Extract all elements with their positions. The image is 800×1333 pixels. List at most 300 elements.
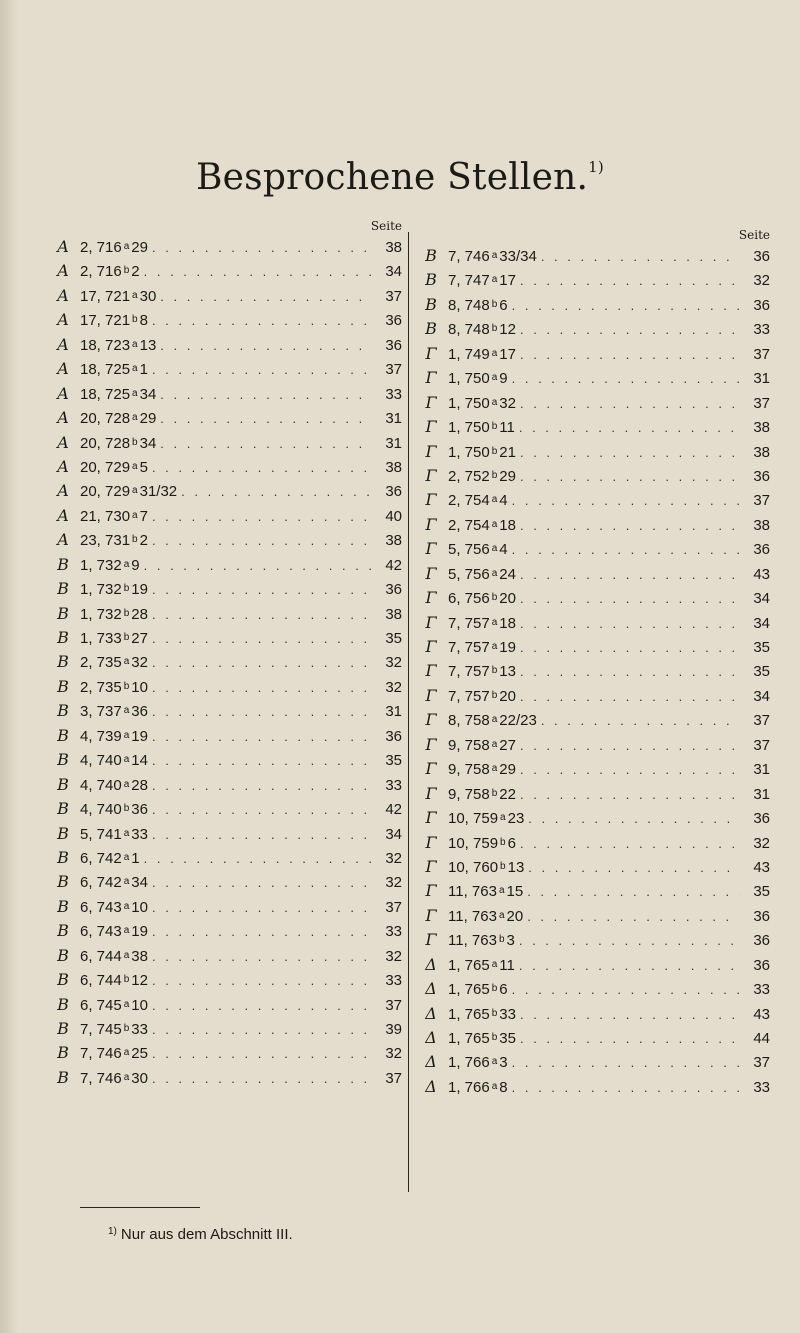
reference-number: 7, 757	[448, 639, 490, 656]
leader-dots	[520, 1007, 740, 1022]
index-entry	[420, 833, 770, 857]
book-letter: Γ	[425, 881, 437, 901]
column-side: a	[491, 274, 498, 286]
reference-number: 2, 754	[448, 492, 490, 510]
reference-number: 18, 723	[80, 336, 131, 354]
passage-reference	[74, 1070, 148, 1087]
line-number: 20	[506, 907, 524, 925]
book-letter: Γ	[425, 392, 437, 412]
column-side: a	[498, 885, 505, 897]
index-entry	[52, 359, 402, 383]
book-letter: Γ	[425, 759, 437, 779]
page-number: 31	[753, 761, 770, 779]
column-side: a	[132, 289, 138, 301]
line-number: 21	[499, 443, 516, 461]
passage-reference	[442, 346, 516, 363]
book-letter: B	[57, 994, 69, 1014]
page-number: 34	[753, 614, 770, 632]
index-entry	[420, 417, 770, 441]
reference-number: 1, 732	[80, 581, 122, 599]
column-side: a	[123, 1047, 130, 1059]
leader-dots	[541, 249, 740, 264]
index-entry	[52, 335, 402, 359]
column-side: a	[500, 812, 506, 824]
index-entry	[420, 490, 770, 514]
passage-reference	[442, 321, 516, 338]
column-side: a	[498, 909, 505, 921]
leader-dots	[152, 582, 372, 597]
book-letter: B	[57, 652, 69, 672]
page-number: 36	[753, 296, 770, 314]
index-column-right	[420, 228, 770, 1101]
passage-reference	[442, 663, 516, 680]
page-number: 38	[753, 443, 770, 461]
column-side: b	[491, 787, 498, 799]
index-entry	[420, 979, 770, 1003]
page-number: 37	[753, 712, 770, 730]
reference-number: 17, 721	[80, 287, 131, 305]
line-number: 15	[506, 883, 524, 901]
book-letter: A	[57, 261, 69, 281]
book-letter: B	[57, 1019, 69, 1038]
page-number: 38	[753, 516, 770, 534]
book-letter: Γ	[425, 856, 437, 876]
leader-dots	[160, 387, 372, 402]
index-entry	[420, 368, 770, 392]
column-side: b	[491, 421, 498, 433]
page-number: 36	[753, 932, 770, 950]
line-number: 28	[131, 776, 148, 794]
reference-number: 1, 750	[448, 443, 490, 461]
column-side: b	[123, 974, 130, 986]
page-number: 33	[385, 923, 402, 941]
book-letter: B	[425, 319, 437, 339]
left-rows	[52, 237, 402, 1092]
leader-dots	[520, 836, 740, 851]
title-footnote-mark: 1)	[588, 158, 604, 176]
book-letter: B	[57, 774, 69, 794]
page-number: 35	[385, 630, 402, 647]
leader-dots	[152, 924, 372, 939]
column-side: b	[491, 689, 498, 701]
column-side: a	[491, 641, 498, 652]
column-header-seite: Seite	[370, 219, 402, 233]
index-entry	[52, 286, 402, 310]
leader-dots	[152, 631, 372, 646]
index-entry	[52, 310, 402, 334]
book-letter: Γ	[425, 783, 437, 803]
page-number: 32	[753, 272, 770, 290]
index-entry	[52, 848, 402, 872]
column-side: b	[491, 983, 498, 995]
reference-number: 7, 746	[80, 1045, 122, 1063]
leader-dots	[520, 396, 740, 411]
line-number: 3	[499, 1054, 508, 1072]
leader-dots	[160, 411, 372, 426]
line-number: 33	[131, 1021, 148, 1038]
page-number: 38	[385, 458, 402, 476]
book-letter: Γ	[425, 832, 437, 852]
index-entry	[420, 442, 770, 466]
book-letter: Γ	[425, 417, 437, 437]
column-side: a	[123, 900, 130, 912]
reference-number: 6, 756	[448, 590, 490, 608]
leader-dots	[520, 567, 740, 582]
page-number: 36	[385, 581, 402, 599]
passage-reference	[442, 786, 516, 803]
index-entry	[52, 775, 402, 799]
index-entry	[52, 506, 402, 530]
reference-number: 6, 744	[80, 972, 122, 990]
page-number: 36	[753, 541, 770, 559]
passage-reference	[442, 1006, 516, 1023]
page-number: 34	[385, 263, 402, 281]
book-letter: Γ	[425, 905, 437, 925]
index-entry	[420, 906, 770, 930]
reference-number: 20, 729	[80, 483, 131, 501]
page-number: 31	[385, 434, 402, 452]
index-entry	[420, 319, 770, 343]
book-letter: A	[57, 285, 69, 305]
line-number: 27	[499, 736, 516, 754]
column-side: a	[132, 338, 138, 350]
page-number: 33	[385, 385, 402, 403]
line-number: 1	[139, 361, 148, 379]
page-number: 35	[385, 752, 402, 770]
column-side: b	[491, 1007, 498, 1019]
line-number: 8	[139, 312, 148, 330]
book-letter: B	[57, 1043, 69, 1063]
line-number: 33	[499, 1005, 516, 1023]
line-number: 19	[131, 581, 148, 599]
leader-dots	[152, 240, 372, 255]
column-side: a	[132, 412, 138, 424]
line-number: 32	[131, 654, 148, 672]
column-side: b	[491, 592, 498, 604]
column-side: a	[491, 763, 498, 775]
column-side: b	[491, 323, 498, 335]
passage-reference	[442, 957, 515, 974]
reference-number: 4, 740	[80, 801, 122, 819]
page-number: 32	[385, 1045, 402, 1063]
reference-number: 1, 765	[448, 1005, 490, 1023]
reference-number: 11, 763	[448, 932, 497, 950]
reference-number: 9, 758	[448, 761, 490, 779]
page-number: 35	[753, 663, 770, 681]
leader-dots	[528, 811, 740, 826]
leader-dots	[152, 1046, 372, 1061]
book-letter: Γ	[425, 734, 437, 754]
page-number: 36	[385, 336, 402, 354]
line-number: 34	[139, 434, 157, 452]
column-side: a	[491, 518, 498, 530]
reference-number: 7, 757	[448, 687, 490, 705]
line-number: 29	[499, 467, 516, 485]
reference-number: 1, 733	[80, 630, 122, 647]
leader-dots	[144, 264, 372, 279]
book-letter: Γ	[425, 710, 437, 730]
line-number: 34	[131, 874, 148, 892]
line-number: 25	[131, 1045, 148, 1063]
leader-dots	[520, 1031, 740, 1046]
book-letter: Γ	[425, 514, 437, 534]
footnote-rule	[80, 1207, 200, 1208]
book-letter: Γ	[425, 612, 437, 632]
line-number: 19	[499, 639, 516, 656]
book-letter: Γ	[425, 563, 437, 583]
leader-dots	[520, 347, 740, 362]
page-number: 32	[385, 654, 402, 672]
book-letter: B	[57, 676, 69, 696]
page-number: 37	[385, 996, 402, 1014]
page-number: 36	[385, 727, 402, 745]
page-number: 37	[753, 394, 770, 412]
passage-reference	[74, 899, 148, 916]
column-side: b	[491, 665, 498, 677]
line-number: 32	[499, 394, 516, 412]
column-side: a	[491, 1056, 498, 1068]
passage-reference	[442, 1079, 508, 1096]
column-side: a	[123, 998, 130, 1010]
column-side: a	[491, 543, 498, 555]
line-number: 10	[131, 678, 148, 696]
line-number: 30	[131, 1069, 148, 1087]
passage-reference	[442, 688, 516, 705]
column-side: b	[498, 934, 505, 946]
leader-dots	[152, 704, 372, 719]
page-number: 34	[753, 687, 770, 705]
leader-dots	[520, 591, 740, 606]
passage-reference	[74, 361, 148, 378]
page-number: 33	[385, 776, 402, 794]
reference-number: 4, 739	[80, 727, 122, 745]
passage-reference	[442, 712, 537, 729]
page-number: 35	[753, 883, 770, 901]
page-number: 31	[385, 703, 402, 721]
leader-dots	[512, 493, 740, 508]
reference-number: 1, 765	[448, 956, 490, 974]
passage-reference	[74, 972, 148, 989]
leader-dots	[152, 949, 372, 964]
column-side: b	[500, 860, 506, 872]
passage-reference	[74, 1021, 148, 1038]
book-letter: B	[57, 701, 69, 721]
column-side: b	[132, 534, 138, 546]
passage-reference	[442, 419, 515, 436]
leader-dots	[152, 900, 372, 915]
column-side: a	[123, 925, 130, 937]
leader-dots	[528, 860, 740, 875]
page-number: 32	[385, 849, 402, 867]
right-rows	[420, 246, 770, 1101]
leader-dots	[152, 998, 372, 1013]
passage-reference	[442, 981, 508, 998]
line-number: 12	[499, 321, 516, 339]
column-header-seite: Seite	[738, 228, 770, 242]
leader-dots	[520, 616, 740, 631]
index-entry	[52, 408, 402, 432]
leader-dots	[512, 1055, 740, 1070]
passage-reference	[442, 932, 515, 949]
passage-reference	[74, 752, 148, 769]
book-letter: A	[57, 530, 69, 550]
line-number: 10	[131, 898, 148, 916]
reference-number: 4, 740	[80, 776, 122, 794]
reference-number: 1, 749	[448, 345, 490, 363]
reference-number: 20, 729	[80, 458, 131, 476]
book-letter: B	[57, 970, 69, 990]
passage-reference	[442, 908, 523, 925]
reference-number: 8, 758	[448, 712, 490, 730]
index-column-left	[52, 219, 402, 1092]
reference-number: 2, 754	[448, 516, 490, 534]
leader-dots	[152, 729, 372, 744]
leader-dots	[152, 607, 372, 622]
column-side: a	[491, 372, 498, 384]
leader-dots	[152, 1022, 372, 1037]
book-letter: Γ	[425, 685, 437, 705]
book-letter: A	[57, 505, 69, 525]
reference-number: 6, 744	[80, 947, 122, 965]
line-number: 10	[131, 996, 148, 1014]
book-letter: Γ	[425, 441, 437, 461]
passage-reference	[442, 248, 537, 265]
page-number: 37	[753, 345, 770, 363]
book-letter: B	[57, 628, 69, 647]
column-side: b	[123, 632, 130, 643]
column-side: a	[491, 396, 498, 408]
page-number: 35	[753, 639, 770, 656]
passage-reference	[74, 923, 148, 940]
reference-number: 2, 752	[448, 467, 490, 485]
index-entry	[420, 613, 770, 637]
page-number: 43	[753, 858, 770, 876]
index-entry	[52, 384, 402, 408]
page-number: 36	[385, 483, 402, 501]
column-side: a	[123, 1071, 130, 1083]
book-letter: B	[57, 725, 69, 745]
reference-number: 1, 750	[448, 370, 490, 388]
leader-dots	[520, 762, 740, 777]
page-number: 32	[753, 834, 770, 852]
reference-number: 7, 747	[448, 272, 490, 290]
passage-reference	[74, 728, 148, 745]
book-letter: A	[57, 408, 69, 428]
book-letter: B	[57, 945, 69, 965]
index-entry	[52, 1019, 402, 1043]
column-side: a	[491, 347, 498, 359]
index-entry	[420, 1028, 770, 1052]
book-letter: A	[57, 310, 69, 330]
leader-dots	[144, 851, 372, 866]
passage-reference	[74, 312, 148, 329]
reference-number: 11, 763	[448, 883, 497, 901]
page-number: 34	[385, 825, 402, 843]
index-entry	[52, 237, 402, 261]
column-side: a	[123, 851, 130, 863]
index-entry	[52, 1068, 402, 1092]
reference-number: 6, 742	[80, 874, 122, 892]
column-divider	[408, 232, 409, 1192]
passage-reference	[442, 468, 516, 485]
line-number: 27	[131, 630, 148, 647]
column-side: b	[132, 314, 138, 326]
book-letter: B	[57, 799, 69, 819]
column-side: a	[123, 876, 130, 888]
column-side: b	[123, 607, 130, 619]
index-entry	[420, 564, 770, 588]
page-number: 36	[385, 312, 402, 330]
column-side: a	[123, 778, 130, 790]
column-side: a	[491, 250, 498, 261]
index-entry	[52, 897, 402, 921]
reference-number: 17, 721	[80, 312, 131, 330]
book-letter: B	[425, 246, 437, 265]
column-side: a	[491, 567, 498, 579]
book-letter: Δ	[425, 954, 437, 974]
page-number: 44	[753, 1030, 770, 1047]
leader-dots	[520, 640, 740, 655]
passage-reference	[442, 272, 516, 289]
line-number: 24	[499, 565, 516, 583]
reference-number: 2, 735	[80, 654, 122, 672]
line-number: 9	[131, 556, 140, 574]
passage-reference	[74, 263, 140, 280]
line-number: 29	[139, 410, 157, 428]
column-side: a	[123, 241, 130, 252]
index-entry	[52, 652, 402, 676]
index-entry	[420, 515, 770, 539]
reference-number: 10, 759	[448, 810, 499, 828]
index-entry	[420, 661, 770, 685]
page-number: 33	[753, 981, 770, 999]
line-number: 18	[499, 614, 516, 632]
index-entry	[52, 457, 402, 481]
leader-dots	[512, 298, 740, 313]
reference-number: 2, 716	[80, 263, 122, 281]
index-entry	[52, 481, 402, 505]
line-number: 22/23	[499, 712, 537, 730]
page-number: 31	[385, 410, 402, 428]
passage-reference	[442, 370, 508, 387]
passage-reference	[74, 1045, 148, 1062]
reference-number: 10, 760	[448, 858, 499, 876]
index-entry	[52, 433, 402, 457]
page-number: 42	[385, 556, 402, 574]
reference-number: 1, 766	[448, 1078, 490, 1096]
page-number: 37	[753, 1054, 770, 1072]
line-number: 18	[499, 516, 516, 534]
page-number: 37	[753, 492, 770, 510]
passage-reference	[74, 435, 156, 452]
passage-reference	[74, 679, 148, 696]
line-number: 1	[131, 849, 140, 867]
reference-number: 23, 731	[80, 532, 131, 550]
line-number: 34	[139, 385, 157, 403]
passage-reference	[442, 1054, 508, 1071]
book-letter: Γ	[425, 539, 437, 559]
leader-dots	[152, 509, 372, 524]
reference-number: 7, 757	[448, 614, 490, 632]
column-side: b	[491, 1032, 498, 1043]
index-entry	[52, 824, 402, 848]
line-number: 19	[131, 727, 148, 745]
leader-dots	[512, 1080, 740, 1095]
page-number: 37	[385, 287, 402, 305]
passage-reference	[442, 541, 508, 558]
passage-reference	[442, 566, 516, 583]
page-number: 43	[753, 565, 770, 583]
